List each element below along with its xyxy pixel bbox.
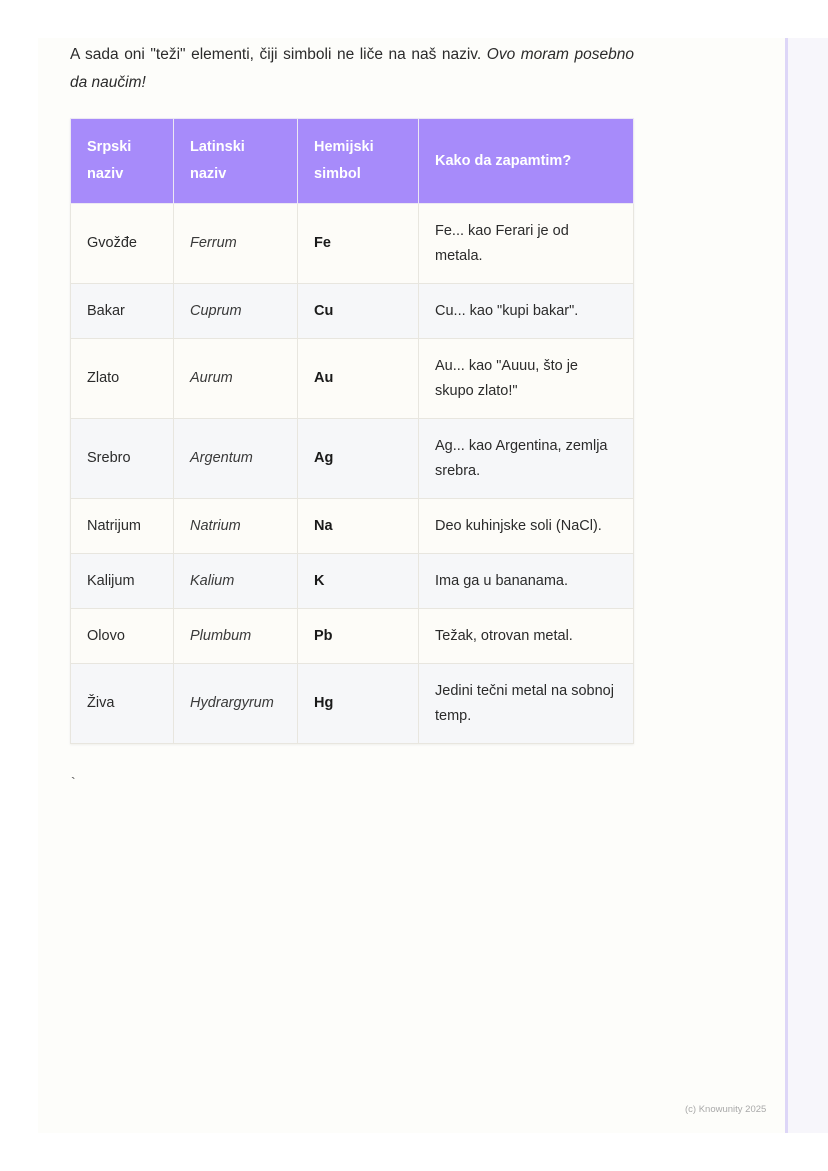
stray-backtick-mark: ` (71, 774, 76, 790)
table-row (71, 554, 634, 609)
cell-symbol: Fe (298, 204, 419, 284)
cell-serbian: Bakar (71, 284, 174, 339)
cell-latin: Argentum (174, 419, 298, 499)
cell-tip: Deo kuhinjske soli (NaCl). (419, 499, 634, 554)
intro-text: A sada oni "teži" elementi, čiji simboli ne liče na naš naziv. (70, 46, 487, 63)
intro-paragraph (70, 41, 634, 97)
cell-serbian: Zlato (71, 339, 174, 419)
cell-symbol: Ag (298, 419, 419, 499)
margin-divider (785, 38, 788, 1133)
cell-tip: Ima ga u bananama. (419, 554, 634, 609)
document-page (38, 38, 791, 1133)
header-latin-name: Latinski naziv (174, 119, 298, 204)
header-chemical-symbol: Hemijski simbol (298, 119, 419, 204)
cell-symbol: Hg (298, 664, 419, 744)
cell-serbian: Olovo (71, 609, 174, 664)
cell-serbian: Natrijum (71, 499, 174, 554)
cell-symbol: K (298, 554, 419, 609)
cell-latin: Aurum (174, 339, 298, 419)
cell-serbian: Gvožđe (71, 204, 174, 284)
table-row (71, 499, 634, 554)
elements-table (70, 118, 634, 744)
table-row (71, 339, 634, 419)
cell-serbian: Srebro (71, 419, 174, 499)
cell-symbol: Na (298, 499, 419, 554)
copyright-footer: (c) Knowunity 2025 (685, 1104, 767, 1115)
table-row (71, 419, 634, 499)
cell-tip: Au... kao "Auuu, što je skupo zlato!" (419, 339, 634, 419)
cell-symbol: Au (298, 339, 419, 419)
header-serbian-name: Srpski naziv (71, 119, 174, 204)
table-row (71, 664, 634, 744)
cell-latin: Natrium (174, 499, 298, 554)
cell-tip: Težak, otrovan metal. (419, 609, 634, 664)
cell-latin: Ferrum (174, 204, 298, 284)
cell-tip: Fe... kao Ferari je od metala. (419, 204, 634, 284)
cell-latin: Hydrargyrum (174, 664, 298, 744)
table-row (71, 284, 634, 339)
cell-serbian: Kalijum (71, 554, 174, 609)
cell-symbol: Pb (298, 609, 419, 664)
page-margin-strip (788, 38, 828, 1133)
cell-tip: Jedini tečni metal na sobnoj temp. (419, 664, 634, 744)
cell-serbian: Živa (71, 664, 174, 744)
intro-emphasis: Ovo moram posebno da naučim! (70, 46, 634, 91)
table-row (71, 204, 634, 284)
cell-tip: Ag... kao Argentina, zemlja srebra. (419, 419, 634, 499)
header-memory-tip: Kako da zapamtim? (419, 119, 634, 204)
cell-latin: Kalium (174, 554, 298, 609)
cell-tip: Cu... kao "kupi bakar". (419, 284, 634, 339)
table-header-row (71, 119, 634, 204)
cell-symbol: Cu (298, 284, 419, 339)
cell-latin: Cuprum (174, 284, 298, 339)
cell-latin: Plumbum (174, 609, 298, 664)
table-row (71, 609, 634, 664)
